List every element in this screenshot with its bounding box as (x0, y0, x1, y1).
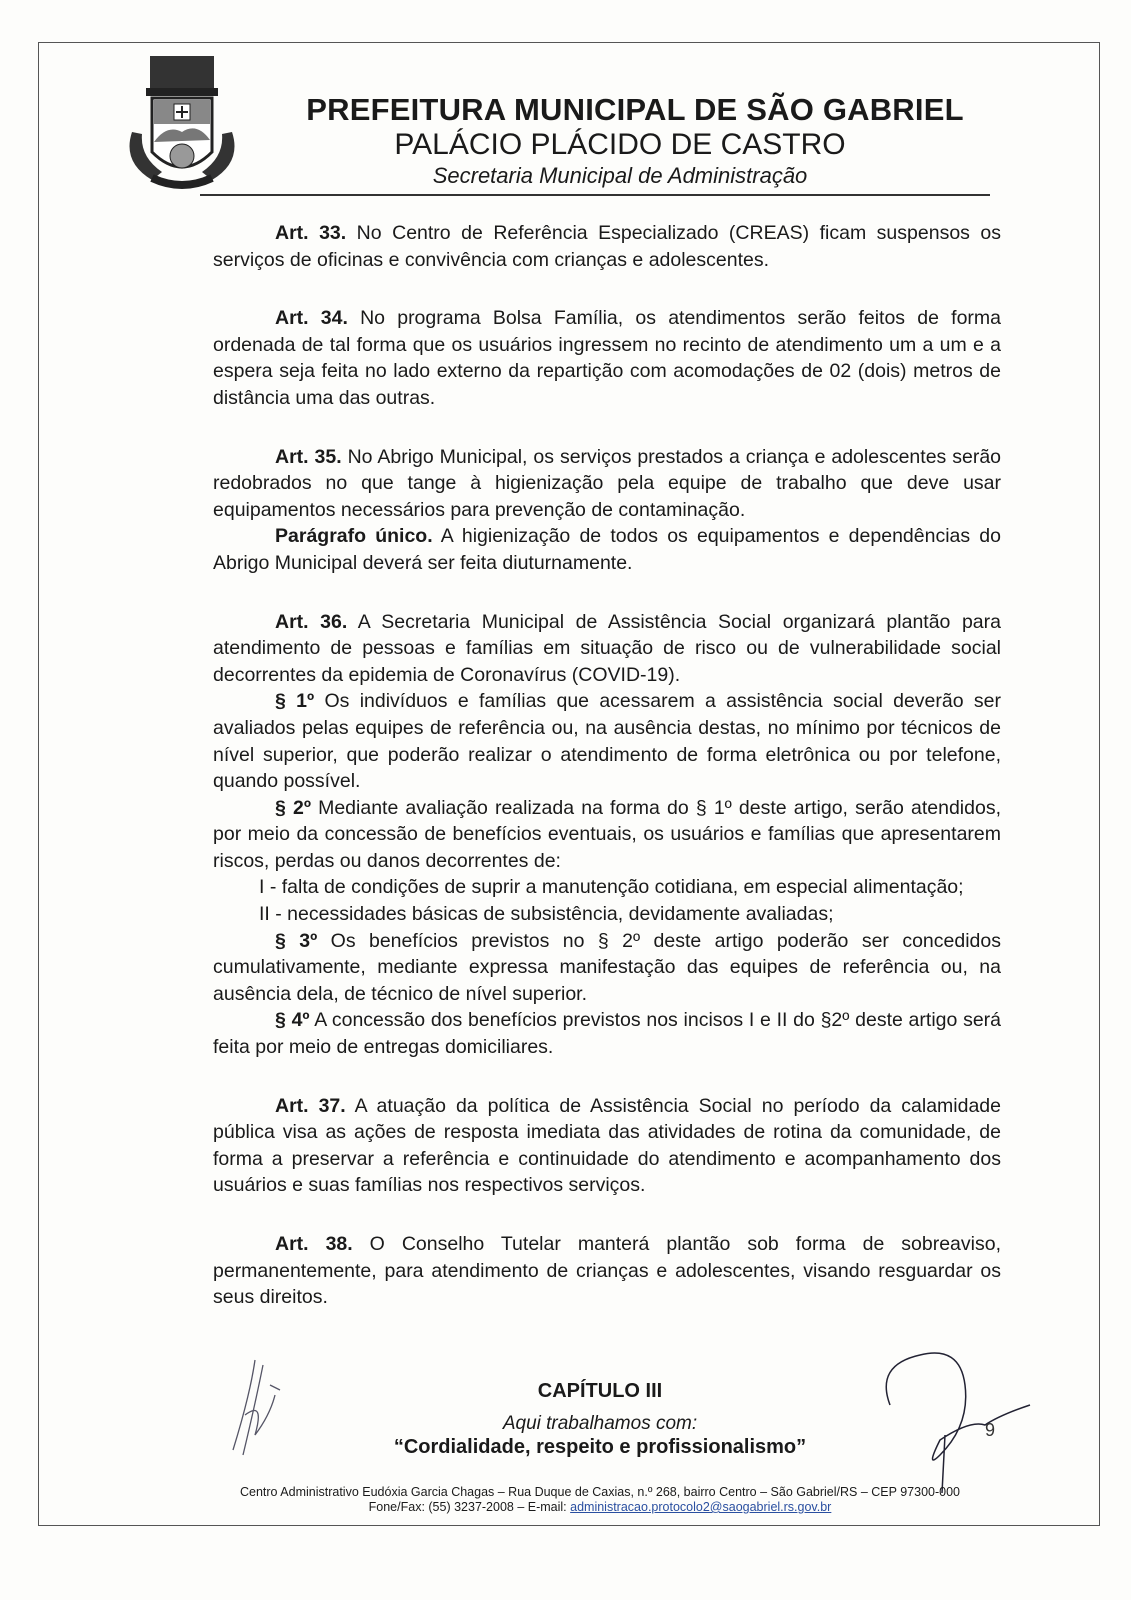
header-department: Secretaria Municipal de Administração (432, 163, 808, 188)
footer-tagline: Aqui trabalhamos com: (502, 1413, 698, 1434)
article-36-section-2: § 2º Mediante avaliação realizada na forma do § 1º deste artigo, serão atendidos, por meio da concessão de benefícios eventuais, os usuários e famílias que apresentarem riscos, perdas ou danos decorrentes de: (213, 796, 1001, 872)
footer-motto: “Cordialidade, respeito e profissionalismo” (393, 1436, 807, 1458)
email-link[interactable]: administracao.protocolo2@saogabriel.rs.gov.br (570, 1500, 832, 1514)
footer-address: Centro Administrativo Eudóxia Garcia Chagas – Rua Duque de Caxias, n.º 268, bairro Centro – São Gabriel/RS – CEP 97300-000 (239, 1485, 960, 1499)
document-body (213, 220, 1001, 1311)
article-33: Art. 33. No Centro de Referência Especializado (CREAS) ficam suspensos os serviços de oficinas e convivência com crianças e adolescentes. (213, 222, 1001, 271)
footer-address-block (200, 1485, 1000, 1515)
chapter-heading: CAPÍTULO III (537, 1380, 663, 1402)
article-36: Art. 36. A Secretaria Municipal de Assistência Social organizará plantão para atendimento de pessoas e famílias em situação de risco ou de vulnerabilidade social decorrentes da epidemia de Coronavírus (COVID-19). (213, 610, 1001, 686)
article-36-section-1: § 1º Os indivíduos e famílias que acessarem a assistência social deverão ser avaliados pelas equipes de referência ou, na ausência destas, no mínimo por técnicos de nível superior, que poderão realizar o atendimento de forma eletrônica ou por telefone, quando possível. (213, 690, 1001, 793)
header-divider (200, 194, 990, 196)
article-34: Art. 34. No programa Bolsa Família, os atendimentos serão feitos de forma ordenada de tal forma que os usuários ingressem no recinto de atendimento um a um e a espera seja feita no lado externo da repartição com acomodações de 02 (dois) metros de distância uma das outras. (213, 307, 1001, 409)
article-36-section-4: § 4º A concessão dos benefícios previstos nos incisos I e II do §2º deste artigo será feita por meio de entregas domiciliares. (213, 1009, 1001, 1059)
article-36-item-2: II - necessidades básicas de subsistência, devidamente avaliadas; (259, 903, 834, 926)
header-subtitle: PALÁCIO PLÁCIDO DE CASTRO (394, 128, 846, 161)
article-37: Art. 37. A atuação da política de Assistência Social no período da calamidade pública visa as ações de resposta imediata das atividades de rotina da comunidade, de forma a preservar a referência e continuidade do atendimento e acompanhamento dos usuários e suas famílias nos respectivos serviços. (213, 1094, 1002, 1197)
article-36-item-1: I - falta de condições de suprir a manutenção cotidiana, em especial alimentação; (259, 876, 964, 899)
article-35: Art. 35. No Abrigo Municipal, os serviços prestados a criança e adolescentes serão redobrados no que tange à higienização pela equipe de trabalho que deve usar equipamentos necessários para prevenção de contaminação. (213, 445, 1002, 521)
page-number: 9 (985, 1420, 996, 1440)
footer-contact: Fone/Fax: (55) 3237-2008 – E-mail: administracao.protocolo2@saogabriel.rs.gov.br (368, 1500, 832, 1514)
header-title: PREFEITURA MUNICIPAL DE SÃO GABRIEL (306, 92, 964, 127)
municipal-crest-logo (112, 52, 252, 192)
article-36-section-3: § 3º Os benefícios previstos no § 2º deste artigo poderão ser concedidos cumulativamente, mediante expressa manifestação das equipes de referência ou, na ausência dela, de técnico de nível superior. (213, 929, 1001, 1005)
article-35-sole-paragraph: Parágrafo único. A higienização de todos os equipamentos e dependências do Abrigo Municipal deverá ser feita diuturnamente. (213, 525, 1001, 574)
article-38: Art. 38. O Conselho Tutelar manterá plantão sob forma de sobreaviso, permanentemente, para atendimento de crianças e adolescentes, visando resguardar os seus direitos. (213, 1233, 1001, 1309)
